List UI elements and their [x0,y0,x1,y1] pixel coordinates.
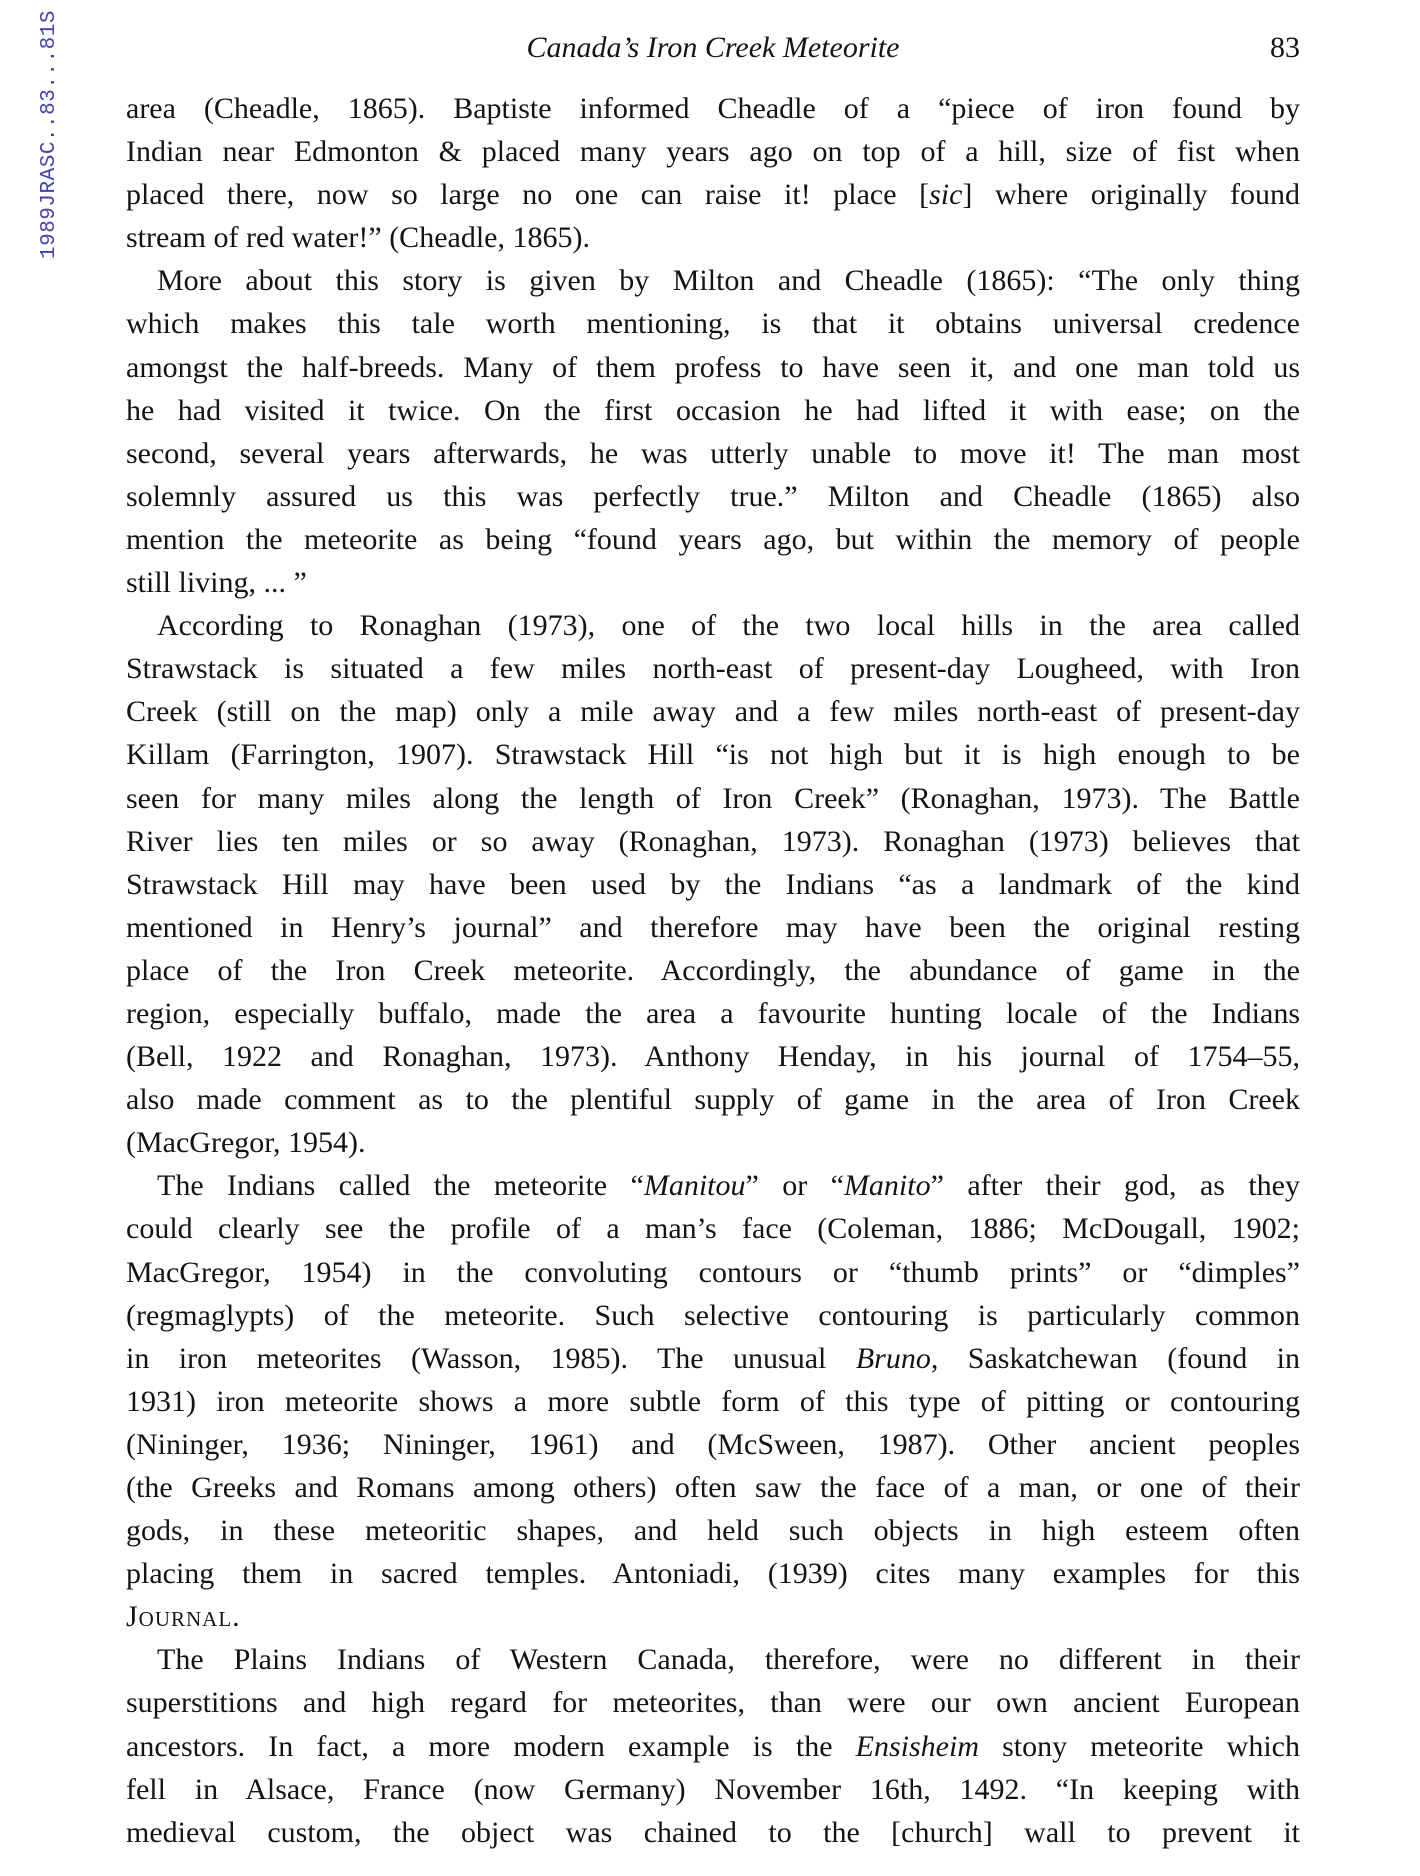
text-line: Killam (Farrington, 1907). Strawstack Hill “is not high but it is high enough to be [126,738,1300,772]
text-line: could clearly see the profile of a man’s face (Coleman, 1886; McDougall, 1902; [126,1212,1300,1246]
text-line: Indian near Edmonton & placed many years ago on top of a hill, size of fist when [126,135,1300,169]
text-line: (Nininger, 1936; Nininger, 1961) and (McSween, 1987). Other ancient peoples [126,1427,1300,1461]
text-line: region, especially buffalo, made the area a favourite hunting locale of the Indians [126,996,1300,1030]
text-column [126,28,1300,1854]
text-line: (the Greeks and Romans among others) often saw the face of a man, or one of their [126,1471,1300,1504]
text-line: superstitions and high regard for meteorites, than were our own ancient European [126,1686,1300,1720]
paragraph [126,1164,1300,1638]
text-line: medieval custom, the object was chained to the [church] wall to prevent it [126,1815,1300,1849]
text-line: still living, ... ” [126,566,307,600]
text-line: mentioned in Henry’s journal” and therefore may have been the original resting [126,910,1300,944]
text-line: The Indians called the meteorite “Manitou” or “Manito” after their god, as they [157,1169,1300,1203]
text-line: area (Cheadle, 1865). Baptiste informed Cheadle of a “piece of iron found by [126,92,1300,125]
running-head [126,28,1300,87]
text-line: he had visited it twice. On the first occasion he had lifted it with ease; on the [126,393,1300,427]
text-line: also made comment as to the plentiful supply of game in the area of Iron Creek [126,1083,1300,1117]
text-line: (regmaglypts) of the meteorite. Such selective contouring is particularly common [126,1298,1300,1332]
ads-bibcode-watermark: 1989JRASC..83...81S [38,10,61,259]
page-number: 83 [1270,31,1300,64]
text-line: Strawstack is situated a few miles north-east of present-day Lougheed, with Iron [126,652,1300,686]
text-line: placed there, now so large no one can raise it! place [sic] where originally found [126,178,1300,212]
paragraph [126,87,1300,259]
text-line: Creek (still on the map) only a mile away and a few miles north-east of present-day [126,695,1300,729]
text-line: (Bell, 1922 and Ronaghan, 1973). Anthony Henday, in his journal of 1754–55, [126,1040,1300,1074]
text-line: stream of red water!” (Cheadle, 1865). [126,221,590,255]
article-body [126,87,1300,1854]
text-line: More about this story is given by Milton and Cheadle (1865): “The only thing [157,264,1300,298]
text-line: fell in Alsace, France (now Germany) November 16th, 1492. “In keeping with [126,1772,1300,1806]
paragraph [126,259,1300,604]
text-line: MacGregor, 1954) in the convoluting contours or “thumb prints” or “dimples” [126,1255,1300,1289]
paragraph [126,604,1300,1164]
page-title: Canada’s Iron Creek Meteorite [526,31,900,64]
text-line: ancestors. In fact, a more modern example is the Ensisheim stony meteorite which [126,1729,1300,1763]
text-line: which makes this tale worth mentioning, is that it obtains universal credence [126,307,1300,341]
text-line: The Plains Indians of Western Canada, therefore, were no different in their [157,1643,1300,1677]
text-line: (MacGregor, 1954). [126,1126,366,1160]
text-line: Strawstack Hill may have been used by the Indians “as a landmark of the kind [126,867,1300,901]
text-line: amongst the half-breeds. Many of them profess to have seen it, and one man told us [126,350,1300,384]
text-line: second, several years afterwards, he was utterly unable to move it! The man most [126,436,1300,470]
paragraph [126,1638,1300,1853]
text-line: placing them in sacred temples. Antoniadi, (1939) cites many examples for this [126,1557,1300,1591]
text-line: According to Ronaghan (1973), one of the two local hills in the area called [157,609,1300,643]
text-line: Journal. [126,1600,241,1634]
text-line: place of the Iron Creek meteorite. Accordingly, the abundance of game in the [126,953,1300,987]
text-line: seen for many miles along the length of Iron Creek” (Ronaghan, 1973). The Battle [126,781,1300,815]
text-line: solemnly assured us this was perfectly true.” Milton and Cheadle (1865) also [126,479,1300,513]
text-line: River lies ten miles or so away (Ronaghan, 1973). Ronaghan (1973) believes that [126,824,1300,858]
text-line: in iron meteorites (Wasson, 1985). The unusual Bruno, Saskatchewan (found in [126,1341,1300,1375]
text-line: 1931) iron meteorite shows a more subtle form of this type of pitting or contouring [126,1384,1300,1418]
text-line: gods, in these meteoritic shapes, and held such objects in high esteem often [126,1514,1300,1548]
text-line: mention the meteorite as being “found years ago, but within the memory of people [126,522,1300,556]
